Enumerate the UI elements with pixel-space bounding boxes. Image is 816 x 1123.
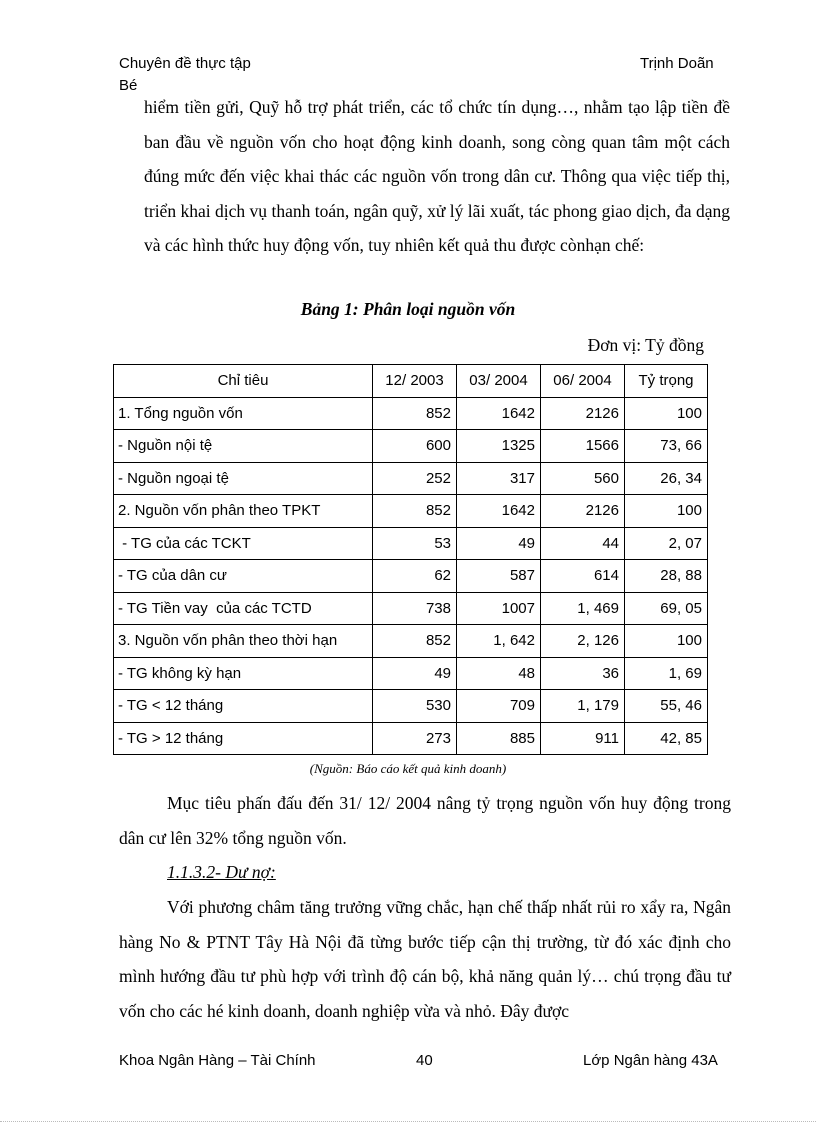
row-label: 2. Nguồn vốn phân theo TPKT	[114, 495, 373, 528]
table-cell: 1642	[457, 495, 541, 528]
table-cell: 317	[457, 462, 541, 495]
table-cell: 600	[373, 430, 457, 463]
table-title: Bảng 1: Phân loại nguồn vốn	[300, 299, 516, 319]
paragraph-intro: hiểm tiền gửi, Quỹ hỗ trợ phát triển, các tổ chức tín dụng…, nhằm tạo lập tiền đề ban đầu về nguồn vốn cho hoạt động kinh doanh, song còng quan tâm một cách đúng mức đến việc khai thác các nguồn vốn trong dân cư. Thông qua việc tiếp thị, triển khai dịch vụ thanh toán, ngân quỹ, xử lý lãi xuất, tác phong giao dịch, đa dạng và các hình thức huy động vốn, tuy nhiên kết quả thu được cònhạn chế:	[144, 97, 730, 255]
table-cell: 49	[373, 657, 457, 690]
footer-faculty: Khoa Ngân Hàng – Tài Chính	[119, 1052, 316, 1069]
table-cell: 1007	[457, 592, 541, 625]
column-header: 06/ 2004	[541, 365, 625, 398]
header-title-continued: Bé	[119, 77, 138, 94]
header-author: Trịnh Doãn	[640, 55, 714, 72]
table-cell: 1325	[457, 430, 541, 463]
table-cell: 911	[541, 722, 625, 755]
table-cell: 852	[373, 495, 457, 528]
table-cell: 48	[457, 657, 541, 690]
table-cell: 100	[625, 495, 708, 528]
table-row	[114, 722, 708, 755]
table-unit: Đơn vị: Tỷ đồng	[587, 335, 704, 355]
row-label: - TG của các TCKT	[114, 527, 373, 560]
table-header-row	[114, 365, 708, 398]
table-cell: 885	[457, 722, 541, 755]
table-cell: 1, 69	[625, 657, 708, 690]
column-header: 12/ 2003	[373, 365, 457, 398]
row-label: - Nguồn nội tệ	[114, 430, 373, 463]
table-cell: 62	[373, 560, 457, 593]
header-title: Chuyên đề thực tập	[119, 55, 251, 72]
table-cell: 738	[373, 592, 457, 625]
table-cell: 587	[457, 560, 541, 593]
table-row	[114, 560, 708, 593]
table-cell: 530	[373, 690, 457, 723]
table-cell: 44	[541, 527, 625, 560]
table-row	[114, 397, 708, 430]
table-cell: 69, 05	[625, 592, 708, 625]
row-label: - Nguồn ngoại tệ	[114, 462, 373, 495]
table-cell: 560	[541, 462, 625, 495]
table-cell: 42, 85	[625, 722, 708, 755]
table-row	[114, 430, 708, 463]
table-cell: 100	[625, 397, 708, 430]
table-row	[114, 462, 708, 495]
table-cell: 852	[373, 397, 457, 430]
table-cell: 49	[457, 527, 541, 560]
table-cell: 28, 88	[625, 560, 708, 593]
page-edge-divider	[0, 1121, 816, 1122]
row-label: - TG > 12 tháng	[114, 722, 373, 755]
table-cell: 709	[457, 690, 541, 723]
table-cell: 2126	[541, 495, 625, 528]
table-cell: 100	[625, 625, 708, 658]
table-cell: 1, 179	[541, 690, 625, 723]
table-cell: 1, 469	[541, 592, 625, 625]
table-row	[114, 690, 708, 723]
table-row	[114, 625, 708, 658]
table-cell: 852	[373, 625, 457, 658]
table-cell: 2126	[541, 397, 625, 430]
row-label: - TG Tiền vay của các TCTD	[114, 592, 373, 625]
row-label: - TG không kỳ hạn	[114, 657, 373, 690]
column-header: Chỉ tiêu	[114, 365, 373, 398]
row-label: 1. Tổng nguồn vốn	[114, 397, 373, 430]
table-cell: 1642	[457, 397, 541, 430]
table-cell: 2, 07	[625, 527, 708, 560]
table-cell: 2, 126	[541, 625, 625, 658]
table-cell: 1566	[541, 430, 625, 463]
capital-table	[113, 364, 708, 755]
section-subheading: 1.1.3.2- Dư nợ:	[167, 862, 276, 882]
paragraph-target: Mục tiêu phấn đấu đến 31/ 12/ 2004 nâng tỷ trọng nguồn vốn huy động trong dân cư lên 32% tổng nguồn vốn.	[119, 793, 731, 848]
page-number: 40	[416, 1052, 433, 1069]
table-cell: 252	[373, 462, 457, 495]
footer-class: Lớp Ngân hàng 43A	[583, 1052, 718, 1069]
table-cell: 53	[373, 527, 457, 560]
table-row	[114, 527, 708, 560]
table-cell: 73, 66	[625, 430, 708, 463]
row-label: - TG < 12 tháng	[114, 690, 373, 723]
table-cell: 273	[373, 722, 457, 755]
table-cell: 614	[541, 560, 625, 593]
table-row	[114, 657, 708, 690]
table-source: (Nguồn: Báo cáo kết quả kinh doanh)	[309, 761, 507, 776]
column-header: 03/ 2004	[457, 365, 541, 398]
row-label: 3. Nguồn vốn phân theo thời hạn	[114, 625, 373, 658]
table-cell: 55, 46	[625, 690, 708, 723]
table-cell: 1, 642	[457, 625, 541, 658]
row-label: - TG của dân cư	[114, 560, 373, 593]
table-row	[114, 495, 708, 528]
column-header: Tỷ trọng	[625, 365, 708, 398]
table-row	[114, 592, 708, 625]
table-cell: 36	[541, 657, 625, 690]
table-cell: 26, 34	[625, 462, 708, 495]
paragraph-debt: Với phương châm tăng trưởng vững chắc, hạn chế thấp nhất rủi ro xẩy ra, Ngân hàng No & PTNT Tây Hà Nội đã từng bước tiếp cận thị trường, từ đó xác định cho mình hướng đầu tư phù hợp với trình độ cán bộ, khả năng quản lý… chú trọng đầu tư vốn cho các hé kinh doanh, doanh nghiệp vừa và nhỏ. Đây được	[119, 897, 731, 1021]
